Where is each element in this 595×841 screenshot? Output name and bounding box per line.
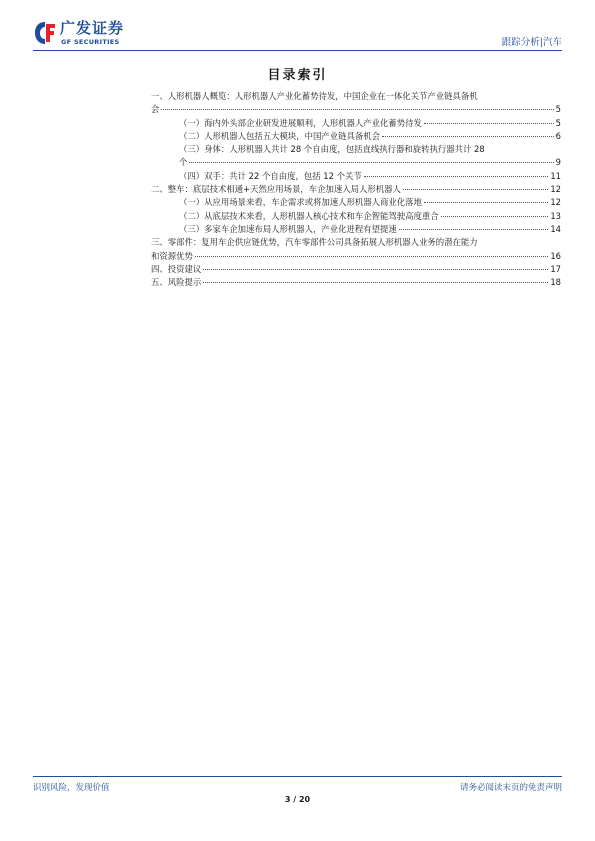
toc-page-number: 5 xyxy=(555,104,561,115)
toc-page-number: 14 xyxy=(550,223,561,234)
toc-page-number: 16 xyxy=(550,250,561,261)
toc-entry-text: （一）从应用场景来看，车企需求或将加速人形机器人商业化落地 xyxy=(179,197,422,208)
toc-leader-dots xyxy=(161,109,553,110)
toc-entry[interactable] xyxy=(179,223,561,236)
toc-page-number: 12 xyxy=(550,197,561,208)
toc-entry-text-cont: 和资源优势 xyxy=(151,250,193,261)
toc-entry-text: 四、投资建议 xyxy=(151,263,202,274)
toc-leader-dots xyxy=(195,256,548,257)
logo-english-name: GF SECURITIES xyxy=(61,38,120,46)
footer-slogan: 识别风险，发现价值 xyxy=(33,783,110,793)
company-logo xyxy=(33,18,153,50)
toc-entry[interactable] xyxy=(179,130,561,143)
page-number: 3 / 20 xyxy=(284,795,311,804)
footer-divider xyxy=(33,776,562,777)
toc-leader-dots xyxy=(382,136,554,137)
toc-entry[interactable] xyxy=(151,90,561,117)
gf-logo-icon xyxy=(33,20,57,46)
toc-entry-text: （二）从底层技术来看，人形机器人核心技术和车企智能驾驶高度重合 xyxy=(179,210,439,221)
toc-entry[interactable] xyxy=(179,196,561,209)
toc-entry[interactable] xyxy=(179,170,561,183)
toc-entry-text-cont: 会 xyxy=(151,104,160,115)
toc-entry-text: （二）人形机器人包括五大模块，中国产业链具备机会 xyxy=(179,130,380,141)
toc-page-number: 18 xyxy=(550,277,561,288)
page-header xyxy=(33,18,562,52)
toc-entry-text-cont: 个 xyxy=(179,157,188,168)
toc-entry[interactable] xyxy=(151,276,561,289)
toc-entry[interactable] xyxy=(151,236,561,263)
toc-entry[interactable] xyxy=(179,143,561,170)
toc-entry-text: 二、整车：底层技术相通+天然应用场景，车企加速入局人形机器人 xyxy=(151,184,401,195)
toc-entry[interactable] xyxy=(179,117,561,130)
toc-page-number: 17 xyxy=(550,263,561,274)
toc-leader-dots xyxy=(424,202,548,203)
toc-entry[interactable] xyxy=(151,183,561,196)
toc-title: 目录索引 xyxy=(267,68,328,83)
toc-entry-text: 一、人形机器人概览：人形机器人产业化蓄势待发，中国企业在一体化关节产业链具备机 xyxy=(151,91,478,101)
toc-entry-text: 五、风险提示 xyxy=(151,277,202,288)
toc-leader-dots xyxy=(441,216,549,217)
toc-page-number: 5 xyxy=(555,117,561,128)
toc-entry-text: （三）身体：人形机器人共计 28 个自由度，包括直线执行器和旋转执行器共计 28 xyxy=(179,144,485,155)
toc-entry[interactable] xyxy=(179,210,561,223)
toc-entry-text: 三、零部件：复用车企供应链优势，汽车零部件公司具备拓展人形机器人业务的潜在能力 xyxy=(151,237,478,248)
toc-leader-dots xyxy=(399,229,549,230)
toc-leader-dots xyxy=(403,189,548,190)
logo-chinese-name: 广发证券 xyxy=(60,19,125,37)
header-divider xyxy=(33,50,562,51)
footer-disclaimer-note: 请务必阅读末页的免责声明 xyxy=(459,783,562,793)
toc-entry-text: （三）多家车企加速布局人形机器人，产业化进程有望提速 xyxy=(179,223,397,234)
toc-entry[interactable] xyxy=(151,263,561,276)
table-of-contents xyxy=(151,90,561,289)
toc-entry-text: （四）双手：共计 22 个自由度，包括 12 个关节 xyxy=(179,170,362,181)
toc-page-number: 9 xyxy=(555,157,561,168)
toc-leader-dots xyxy=(424,123,554,124)
toc-entry-text: （一）海内外头部企业研发进展顺利，人形机器人产业化蓄势待发 xyxy=(179,117,422,128)
toc-page-number: 6 xyxy=(555,130,561,141)
toc-leader-dots xyxy=(203,269,548,270)
toc-page-number: 13 xyxy=(550,210,561,221)
toc-page-number: 11 xyxy=(550,170,561,181)
toc-page-number: 12 xyxy=(550,184,561,195)
toc-leader-dots xyxy=(364,176,549,177)
toc-leader-dots xyxy=(203,282,548,283)
report-type-label: 跟踪分析|汽车 xyxy=(501,37,562,48)
toc-leader-dots xyxy=(189,162,553,163)
